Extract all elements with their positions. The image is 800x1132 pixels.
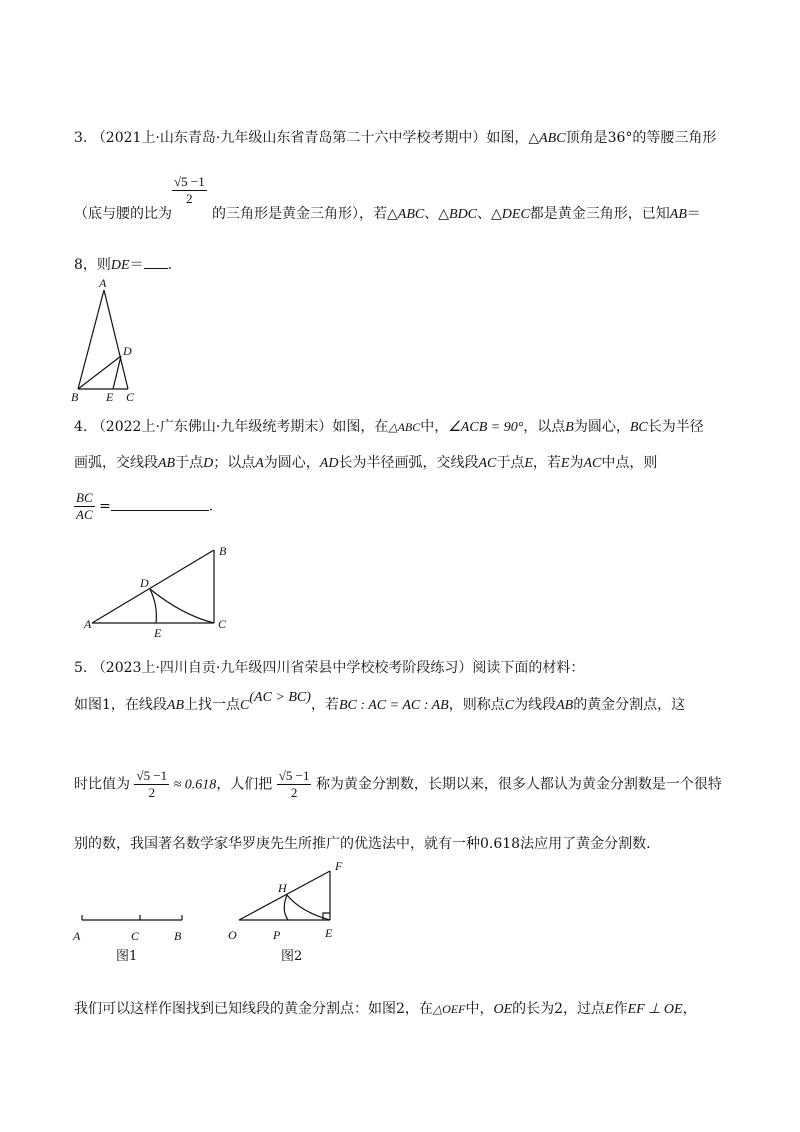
q4-answer-numerator: BC	[76, 490, 93, 505]
q4-line1: 4. （2022上·广东佛山·九年级统考期末）如图，在△ABC中，∠ACB = 90°，以点B为圆心，BC长为半径	[74, 419, 704, 435]
q4-arc-from-a	[150, 589, 156, 623]
fig2-label-o: O	[228, 928, 237, 942]
q5-ratio-denominator-2: 2	[290, 785, 298, 800]
q4-arc-from-b	[150, 589, 214, 623]
q4-side-ab	[92, 550, 214, 623]
q3-label-e: E	[106, 390, 114, 402]
q3-line1: 3. （2021上·山东青岛·九年级山东省青岛第二十六中学校考期中）如图，△ABC顶角是36°的等腰三角形	[74, 130, 717, 146]
fig1-label-b: B	[174, 929, 182, 943]
q5-ratio-numerator-2: √5 −1	[278, 768, 310, 783]
q4-label-b: B	[219, 544, 227, 558]
q5-figures	[68, 858, 358, 970]
answer-blank[interactable]	[111, 510, 209, 511]
q3-figure	[68, 276, 148, 402]
q3-label-c: C	[126, 390, 135, 402]
fig1-label-a: A	[73, 929, 81, 943]
q3-label-d: D	[123, 344, 132, 358]
q3-label-a: A	[99, 276, 107, 290]
q3-side-ab	[78, 290, 104, 389]
q4-answer-line: $\frac{BC}{AC}$ = .	[76, 490, 214, 522]
fig1-caption: 图1	[116, 949, 138, 964]
q3-label-b: B	[71, 390, 79, 402]
q4-number: 4.	[74, 419, 88, 435]
q4-line2: 画弧，交线段AB于点D；以点A为圆心，AD长为半径画弧，交线段AC于点E，若E为AC中点，则	[74, 455, 658, 471]
q5-line3: 时比值为 $\frac{√5 -1}{2}$ ≈ 0.618，人们把 $\frac{√5 -1}{2}$ 称为黄金分割数，长期以来，很多人都认为黄金分割数是一个很特	[74, 768, 722, 800]
q3-ratio-numerator: √5 −1	[174, 174, 205, 189]
q5-line1: 5. （2023上·四川自贡·九年级四川省荣县中学校校考阶段练习）阅读下面的材料：	[74, 660, 585, 676]
fig2-caption: 图2	[281, 949, 303, 964]
q5-number: 5.	[74, 660, 88, 676]
fig1-label-c: C	[131, 929, 140, 943]
q4-label-d: D	[140, 576, 149, 590]
q4-label-c: C	[218, 617, 227, 631]
q4-figure	[78, 540, 238, 640]
q5-ratio-denominator-1: 2	[148, 785, 156, 800]
fig2-label-f: F	[335, 859, 343, 873]
answer-blank[interactable]	[144, 268, 168, 269]
q4-label-a: A	[84, 617, 92, 631]
q5-line4: 别的数，我国著名数学家华罗庚先生所推广的优选法中，就有一种0.618法应用了黄金分割数.	[74, 836, 651, 852]
q5-ratio-numerator-1: √5 −1	[136, 768, 168, 783]
fig2-label-p: P	[273, 928, 281, 942]
q3-ratio-denominator: 2	[186, 191, 193, 206]
q4-source: （2022上·广东佛山·九年级统考期末）	[91, 419, 333, 435]
q5-line2: 如图1，在线段AB上找一点C(AC > BC)，若BC : AC = AC : AB，则称点C为线段AB的黄金分割点，这	[74, 690, 686, 713]
q3-line3: 8，则DE＝ .	[74, 257, 173, 273]
q4-answer-denominator: AC	[76, 507, 93, 522]
q3-line2: （底与腰的比为 的三角形是黄金三角形），若△ABC、△BDC、△DEC都是黄金三角形，已知AB＝	[74, 206, 701, 222]
q5-line5: 我们可以这样作图找到已知线段的黄金分割点：如图2，在△OEF中，OE的长为2，过点E作EF ⊥ OE，	[74, 1001, 697, 1017]
q5-source: （2023上·四川自贡·九年级四川省荣县中学校校考阶段练习）	[91, 660, 473, 676]
fig2-arc-from-o	[284, 895, 288, 920]
q3-number: 3.	[74, 130, 88, 146]
q4-label-e: E	[154, 626, 162, 640]
fig2-label-h: H	[278, 881, 287, 895]
fig2-label-e: E	[325, 926, 333, 940]
q3-source: （2021上·山东青岛·九年级山东省青岛第二十六中学校考期中）	[91, 130, 487, 146]
